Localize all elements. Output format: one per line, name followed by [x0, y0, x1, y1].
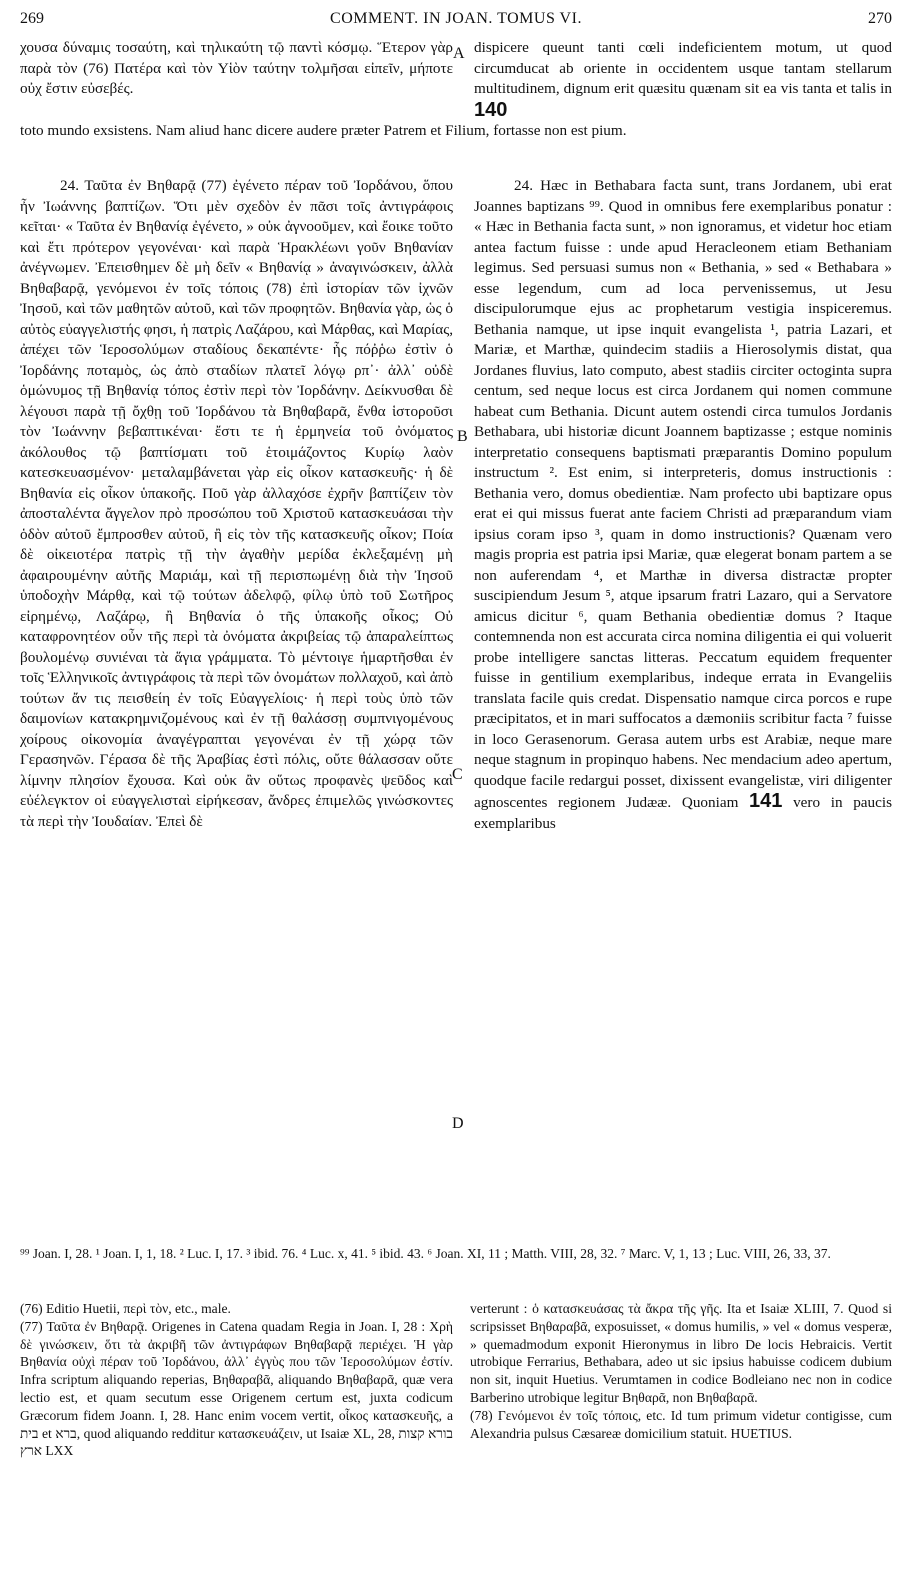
top-left-text: χουσα δύναμις τοσαύτη, καὶ τηλικαύτη τῷ παντὶ κόσμῳ. Ἕτερον γὰρ παρὰ τὸν (76) Πατέρα καὶ τὸν Υἱὸν ταύτην τολμῆσαι εἰπεῖν, μήποτε οὐχ ἔστιν εὐσεβές. — [20, 39, 453, 97]
notes-right-column — [470, 1300, 892, 1555]
note-76: (76) Editio Huetii, περὶ τὸν, etc., male. — [20, 1301, 231, 1316]
page-number-140: 140 — [474, 98, 508, 120]
margin-mark-c: C — [452, 766, 463, 783]
margin-mark-b: B — [457, 428, 468, 445]
top-right-latin — [474, 38, 892, 120]
top-left-greek — [20, 38, 453, 120]
latin-column — [474, 176, 892, 1203]
note-77-continued: verterunt : ὁ κατασκευάσας τὰ ἄκρα τῆς γῆς. Ita et Isaiæ XLIII, 7. Quod si scripsisset Βηθαραβᾶ, exposuisset, « domus humilis, » vel « domus vesperæ, » quemadmodum exponit Hieronymus in libro De locis Hebraicis. Vertit utrobique Ferrarius, Bethabara, adeo ut sic ipsius habuisse codicem dubium non sit, inquit Huetius. Verumtamen in codice Bodleiano nec non in codice Barberino utrobique legitur Βηθαρᾶ, non Βηθαβαρᾶ. — [470, 1301, 892, 1405]
page-number-right: 270 — [868, 10, 892, 27]
margin-mark-d: D — [452, 1115, 464, 1132]
note-77: (77) Ταῦτα ἐν Βηθαρᾷ. Origenes in Catena quadam Regia in Joan. I, 28 : Χρὴ δὲ γινώσκειν, ὅτι τὰ ἀκριβῆ τῶν ἀντιγράφων Βηθαβαρᾷ περιέχει. Ἡ γὰρ Βηθανία οὐχὶ πέραν τοῦ Ἰορδάνου, ἀλλ᾽ ἐγγὺς που τῶν Ἱεροσολύμων ἐστίν. Infra scriptum aliquando reperias, Βηθαραβᾶ, aliquando Βηθαβαρᾶ, quæ vera lectio est, et quam secutum esse Origenem certum est, juxta codicum Græcorum fidem Joann. I, 28. Hanc enim vocem vertit, οἶκος κατασκευῆς, a בית et ברא, quod aliquando redditur κατασκευάζειν, ut Isaiæ XL, 28, בורא קצות ארץ LXX — [20, 1318, 453, 1459]
running-header — [20, 10, 892, 32]
page-number-141: 141 — [749, 790, 783, 812]
page-number-left: 269 — [20, 10, 44, 27]
top-full-width — [20, 121, 892, 163]
scripture-references: ⁹⁹ Joan. I, 28. ¹ Joan. I, 1, 18. ² Luc. I, 17. ³ ibid. 76. ⁴ Luc. x, 41. ⁵ ibid. 43. ⁶ Joan. XI, 11 ; Matth. VIII, 28, 32. ⁷ Marc. V, 1, 13 ; Luc. VIII, 26, 33, 37. — [20, 1246, 831, 1261]
notes-left-column — [20, 1300, 453, 1555]
greek-paragraph-24: 24. Ταῦτα ἐν Βηθαρᾷ (77) ἐγένετο πέραν τοῦ Ἰορδάνου, ὅπου ἦν Ἰωάννης βαπτίζων. Ὅτι μὲν σχεδὸν ἐν πᾶσι τοῖς ἀντιγράφοις κεῖται· « Ταῦτα ἐν Βηθανίᾳ ἐγένετο, » οὐκ ἀγνοοῦμεν, καὶ ἔοικε τοῦτο καὶ ἔτι πρότερον γεγονέναι· καὶ παρὰ Ἡρακλέωνι γοῦν Βηθανίαν ἀνέγνωμεν. Ἐπεισθημεν δὲ μὴ δεῖν « Βηθανίᾳ » ἀναγινώσκειν, ἀλλὰ Βηθαβαρᾷ, γενόμενοι ἐν τοῖς τόποις (78) ἐπὶ ἱστορίαν τῶν ἰχνῶν Ἰησοῦ, καὶ τῶν μαθητῶν αὐτοῦ, καὶ τῶν προφητῶν. Βηθανία γὰρ, ὡς ὁ αὐτὸς εὐαγγελιστής φησι, ἡ πατρὶς Λαζάρου, καὶ Μάρθας, καὶ Μαρίας, ἀπέχει τῶν Ἱεροσολύμων σταδίους δεκαπέντε· ἧς πόῤῥω ἐστὶν ὁ Ἰορδάνης ποταμὸς, ὡς ἀπὸ σταδίων πλατεῖ λόγῳ ρπ᾽· ἀλλ᾽ οὐδὲ ὁμώνυμος τῇ Βηθανίᾳ τόπος ἐστὶν περὶ τὸν Ἰορδάνην. Δείκνυσθαι δὲ λέγουσι παρὰ τῇ ὄχθῃ τοῦ Ἰορδάνου τὰ Βηθαβαρᾶ, ἔνθα ἱστοροῦσι τὸν Ἰωάννην βεβαπτικέναι· ἔστι τε ἡ ἑρμηνεία τοῦ ὀνόματος ἀκόλουθος τῷ βαπτίσματι τοῦ ἑτοιμάζοντος Κυρίῳ λαὸν κατεσκευασμένον· μεταλαμβάνεται γὰρ εἰς οἶκον κατασκευῆς· ἡ δὲ Βηθανία εἰς οἶκον ὑπακοῆς. Ποῦ γὰρ ἀλλαχόσε ἐχρῆν βαπτίζειν τὸν ἀποσταλέντα ἄγγελον πρὸ προσώπου τοῦ Χριστοῦ κατασκευάσαι τὴν ὁδὸν αὐτοῦ ἔμπροσθεν αὐτοῦ, ἢ εἰς τὸν τῆς κατασκευῆς οἶκον; Ποία δὲ οἰκειοτέρα πατρὶς τῇ τὴν ἀγαθὴν μερίδα ἐκλεξαμένῃ μὴ ἀφαιρουμένην αὐτῆς Μαριάμ, καὶ τῇ περισπωμένῃ διὰ τὴν Ἰησοῦ ὑποδοχὴν Μάρθᾳ, καὶ τῷ τούτων ἀδελφῷ, φίλῳ ὑπὸ τοῦ Σωτῆρος εἰρημένῳ, Λαζάρῳ, ἢ Βηθανία ὁ τῆς ὑπακοῆς οἶκος; Οὐ καταφρονητέον οὖν τῆς περὶ τὰ ὀνόματα ἀκριβείας τῷ ἀπαραλείπτως βουλομένῳ συνιέναι τὰ ἅγια γράμματα. Τὸ μέντοιγε ἡμαρτῆσθαι ἐν τοῖς Ἑλληνικοῖς ἀντιγράφοις τὰ περὶ τῶν ὀνομάτων πολλαχοῦ, καὶ ἀπὸ τούτων ἄν τις πεισθείη ἐν τοῖς Εὐαγγελίοις· ἡ περὶ τοὺς ὑπὸ τῶν δαιμονίων κατακρημνιζομένους καὶ ἐν τῇ θαλάσσῃ συμπνιγομένους χοίρους οἰκονομία ἀναγέγραπται γεγονέναι ἐν τῇ χώρᾳ τῶν Γερασηνῶν. Γέρασα δὲ τῆς Ἀραβίας ἐστὶ πόλις, οὔτε θάλασσαν οὔτε λίμνην πλησίον ἔχουσα. Καὶ οὐκ ἂν οὕτως προφανὲς ψεῦδος καὶ εὐέλεγκτον οἱ εὐαγγελισταὶ εἰρήκεσαν, ἄνδρες ἐπιμελῶς γινώσκοντες τὰ περὶ τὴν Ἰουδαίαν. Ἐπεὶ δὲ — [20, 177, 453, 830]
running-title: COMMENT. IN JOAN. TOMUS VI. — [330, 10, 582, 27]
top-full-text: toto mundo exsistens. Nam aliud hanc dicere audere præter Patrem et Filium, fortasse non est pium. — [20, 122, 627, 139]
latin-paragraph-end: vero in paucis exemplaribus — [474, 794, 892, 832]
top-right-text: dispicere queunt tanti cœli indeficientem motum, ut quod circumducat ab oriente in occidentem usque tantam stellarum multitudinem, dignum erit quæsitu quænam sit ea vis tanta et talis in — [474, 39, 892, 97]
margin-mark-a: A — [453, 45, 465, 62]
latin-paragraph-24: 24. Hæc in Bethabara facta sunt, trans Jordanem, ubi erat Joannes baptizans ⁹⁹. Quod in omnibus fere exemplaribus ponatur : « Hæc in Bethania facta sunt, » non ignoramus, et videtur hoc etiam antea factum fuisse : unde apud Heracleonem etiam Bethaniam legimus. Sed persuasi sumus non « Bethania, » sed « Bethabara » esse legendum, cum ad loca pervenissemus, ut Jesu discipulorumque ejus ac prophetarum vestigia inspiceremus. Bethania namque, ut ipse inquit evangelista ¹, patria Lazari, et Mariæ, et Marthæ, quindecim stadiis a Hierosolymis distat, qua Jordanes fluvius, lato computo, abest stadiis circiter octoginta supra centum, sed neque locus est circa Jordanem qui nomen commune habeat cum Bethania. Dicunt autem ostendi circa tumulos Jordanis Bethabara, ubi historiæ dicunt Joannem baptizasse ; estque nominis interpretatio consequens baptismati præparantis Domino populum instructum ². Est enim, si interpreteris, domus instructionis : Bethania vero, domus obedientiæ. Nam profecto ubi baptizare opus erat ei qui missus fuerat ante faciem Christi ad præparandum viam ipsius coram ipso ³, quam in domo instructionis? Quænam vero magis propria est patria ipsi Mariæ, quæ elegerat bonam partem a se non auferendam ⁴, et Marthæ in diversa distractæ propter suscipiendum Jesum ⁵, atque ipsarum fratri Lazaro, qui a Servatore amicus dicitur ⁶, quam Bethania obedientiæ domus ? Itaque contemnenda non est accurata circa nomina diligentia ei qui voluerit probe intelligere sanctas litteras. Peccatum equidem frequenter fuisse in gentilium exemplaribus, indeque errata in Evangeliis translata facile quis credat. Dispensatio namque circa porcos e rupe præcipitatos, et in mari suffocatos a dæmoniis scribitur facta ⁷ fuisse in loco Gerasenorum. Gerasa autem urbs est Arabiæ, neque mare neque stagnum in propinquo habens. Nec mendacium adeo apertum, quodque facile redargui posset, dixissent evangelistæ, viri diligenter agnoscentes regionem Judææ. Quoniam — [474, 177, 892, 811]
greek-column — [20, 176, 453, 1203]
note-78: (78) Γενόμενοι ἐν τοῖς τόποις, etc. Id tum primum videtur contigisse, cum Alexandria pulsus Cæsareæ domicilium statuit. HUETIUS. — [470, 1407, 892, 1441]
